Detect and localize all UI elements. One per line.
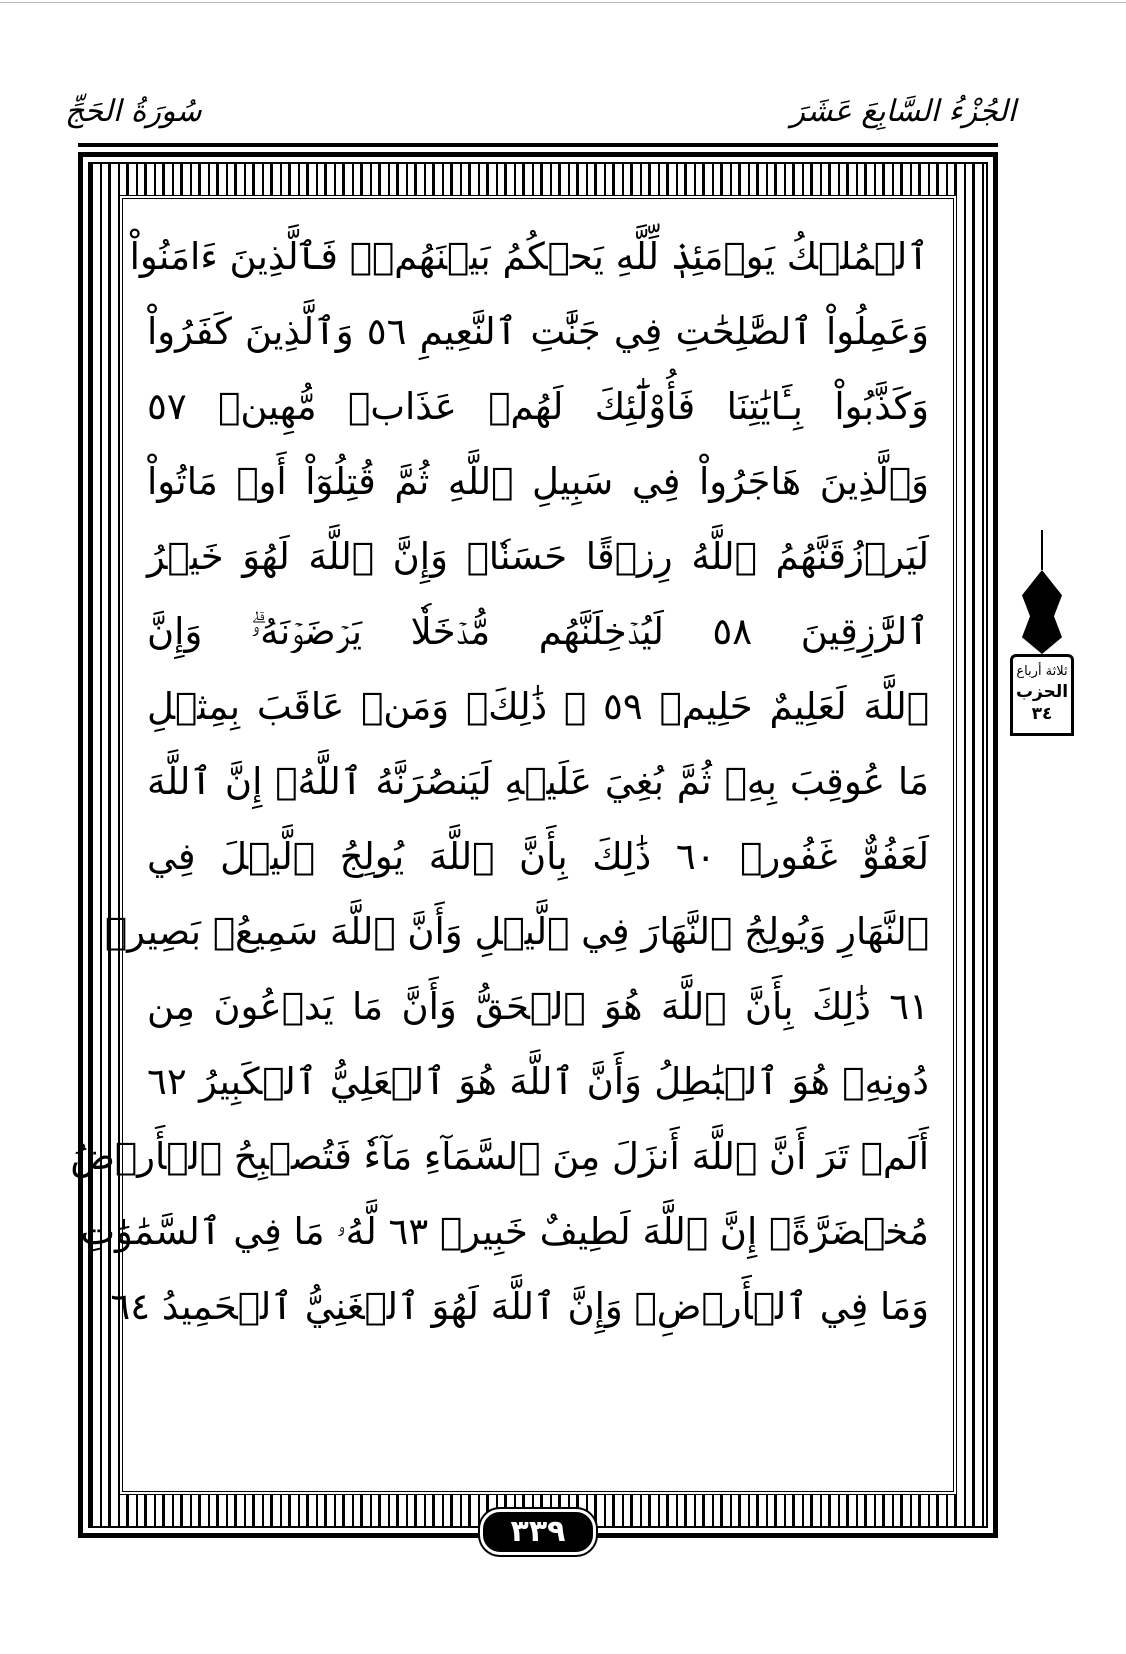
verse-line: وَٱلَّذِينَ هَاجَرُواْ فِي سَبِيلِ ٱللَّهِ ثُمَّ قُتِلُوٓاْ أَوۡ مَاتُواْ [147, 460, 929, 503]
ornament-icon [1022, 570, 1062, 654]
verse-line: لَعَفُوٌّ غَفُورٞ ٦٠ ذَٰلِكَ بِأَنَّ ٱللَّهَ يُولِجُ ٱلَّيۡلَ فِي [147, 835, 929, 878]
page-number: ٣٣٩ [480, 1509, 596, 1555]
verse-line: لَيَرۡزُقَنَّهُمُ ٱللَّهُ رِزۡقًا حَسَنٗاۚ وَإِنَّ ٱللَّهَ لَهُوَ خَيۡرُ [147, 535, 929, 578]
verse-line: ٱلرَّٰزِقِينَ ٥٨ لَيُدۡخِلَنَّهُم مُّدۡخَلٗا يَرۡضَوۡنَهُۥۗ وَإِنَّ [147, 610, 929, 653]
page-frame [70, 152, 998, 1549]
top-rule [0, 2, 1126, 3]
verse-line: أَلَمۡ تَرَ أَنَّ ٱللَّهَ أَنزَلَ مِنَ ٱلسَّمَآءِ مَآءٗ فَتُصۡبِحُ ٱلۡأَرۡضُ [70, 1135, 929, 1178]
hizb-marker [1010, 530, 1074, 740]
juz-name: الجُزْءُ السَّابِعَ عَشَرَ [790, 94, 1016, 129]
verse-line: دُونِهِۦ هُوَ ٱلۡبَٰطِلُ وَأَنَّ ٱللَّهَ هُوَ ٱلۡعَلِيُّ ٱلۡكَبِيرُ ٦٢ [147, 1060, 929, 1103]
verse-line: ٱللَّهَ لَعَلِيمٌ حَلِيمٞ ٥٩ ۞ ذَٰلِكَۖ وَمَنۡ عَاقَبَ بِمِثۡلِ [147, 685, 930, 728]
text-panel [70, 195, 957, 1495]
header-rule [78, 143, 998, 147]
hizb-quarter-label: ثلاثة أرباع [1016, 664, 1068, 679]
verse-line: ٱلۡمُلۡكُ يَوۡمَئِذٖ لِّلَّهِ يَحۡكُمُ بَيۡنَهُمۡۚ فَٱلَّذِينَ ءَامَنُواْ [129, 235, 929, 278]
hizb-number: ٣٤ [1031, 704, 1053, 724]
verse-line: وَعَمِلُواْ ٱلصَّٰلِحَٰتِ فِي جَنَّٰتِ ٱلنَّعِيمِ ٥٦ وَٱلَّذِينَ كَفَرُواْ [147, 310, 929, 353]
verse-line: وَكَذَّبُواْ بِـَٔايَٰتِنَا فَأُوْلَٰٓئِكَ لَهُمۡ عَذَابٞ مُّهِينٞ ٥٧ [147, 385, 929, 428]
verse-line: مُخۡضَرَّةًۚ إِنَّ ٱللَّهَ لَطِيفٌ خَبِيرٞ ٦٣ لَّهُۥ مَا فِي ٱلسَّمَٰوَٰتِ [80, 1210, 929, 1253]
verse-lines [70, 219, 930, 1344]
hizb-stem [1041, 530, 1043, 570]
verse-line: ٦١ ذَٰلِكَ بِأَنَّ ٱللَّهَ هُوَ ٱلۡحَقُّ وَأَنَّ مَا يَدۡعُونَ مِن [147, 985, 929, 1028]
verse-line: ٱلنَّهَارِ وَيُولِجُ ٱلنَّهَارَ فِي ٱلَّيۡلِ وَأَنَّ ٱللَّهَ سَمِيعُۢ بَصِيرٞ [104, 910, 929, 953]
hizb-label-box [1010, 654, 1074, 736]
hizb-label: الحزب [1015, 682, 1069, 702]
verse-line: وَمَا فِي ٱلۡأَرۡضِۗ وَإِنَّ ٱللَّهَ لَهُوَ ٱلۡغَنِيُّ ٱلۡحَمِيدُ ٦٤ [110, 1285, 929, 1328]
surah-name: سُورَةُ الحَجِّ [65, 94, 202, 129]
verse-line: مَا عُوقِبَ بِهِۦ ثُمَّ بُغِيَ عَلَيۡهِ لَيَنصُرَنَّهُ ٱللَّهُۚ إِنَّ ٱللَّهَ [147, 760, 929, 803]
